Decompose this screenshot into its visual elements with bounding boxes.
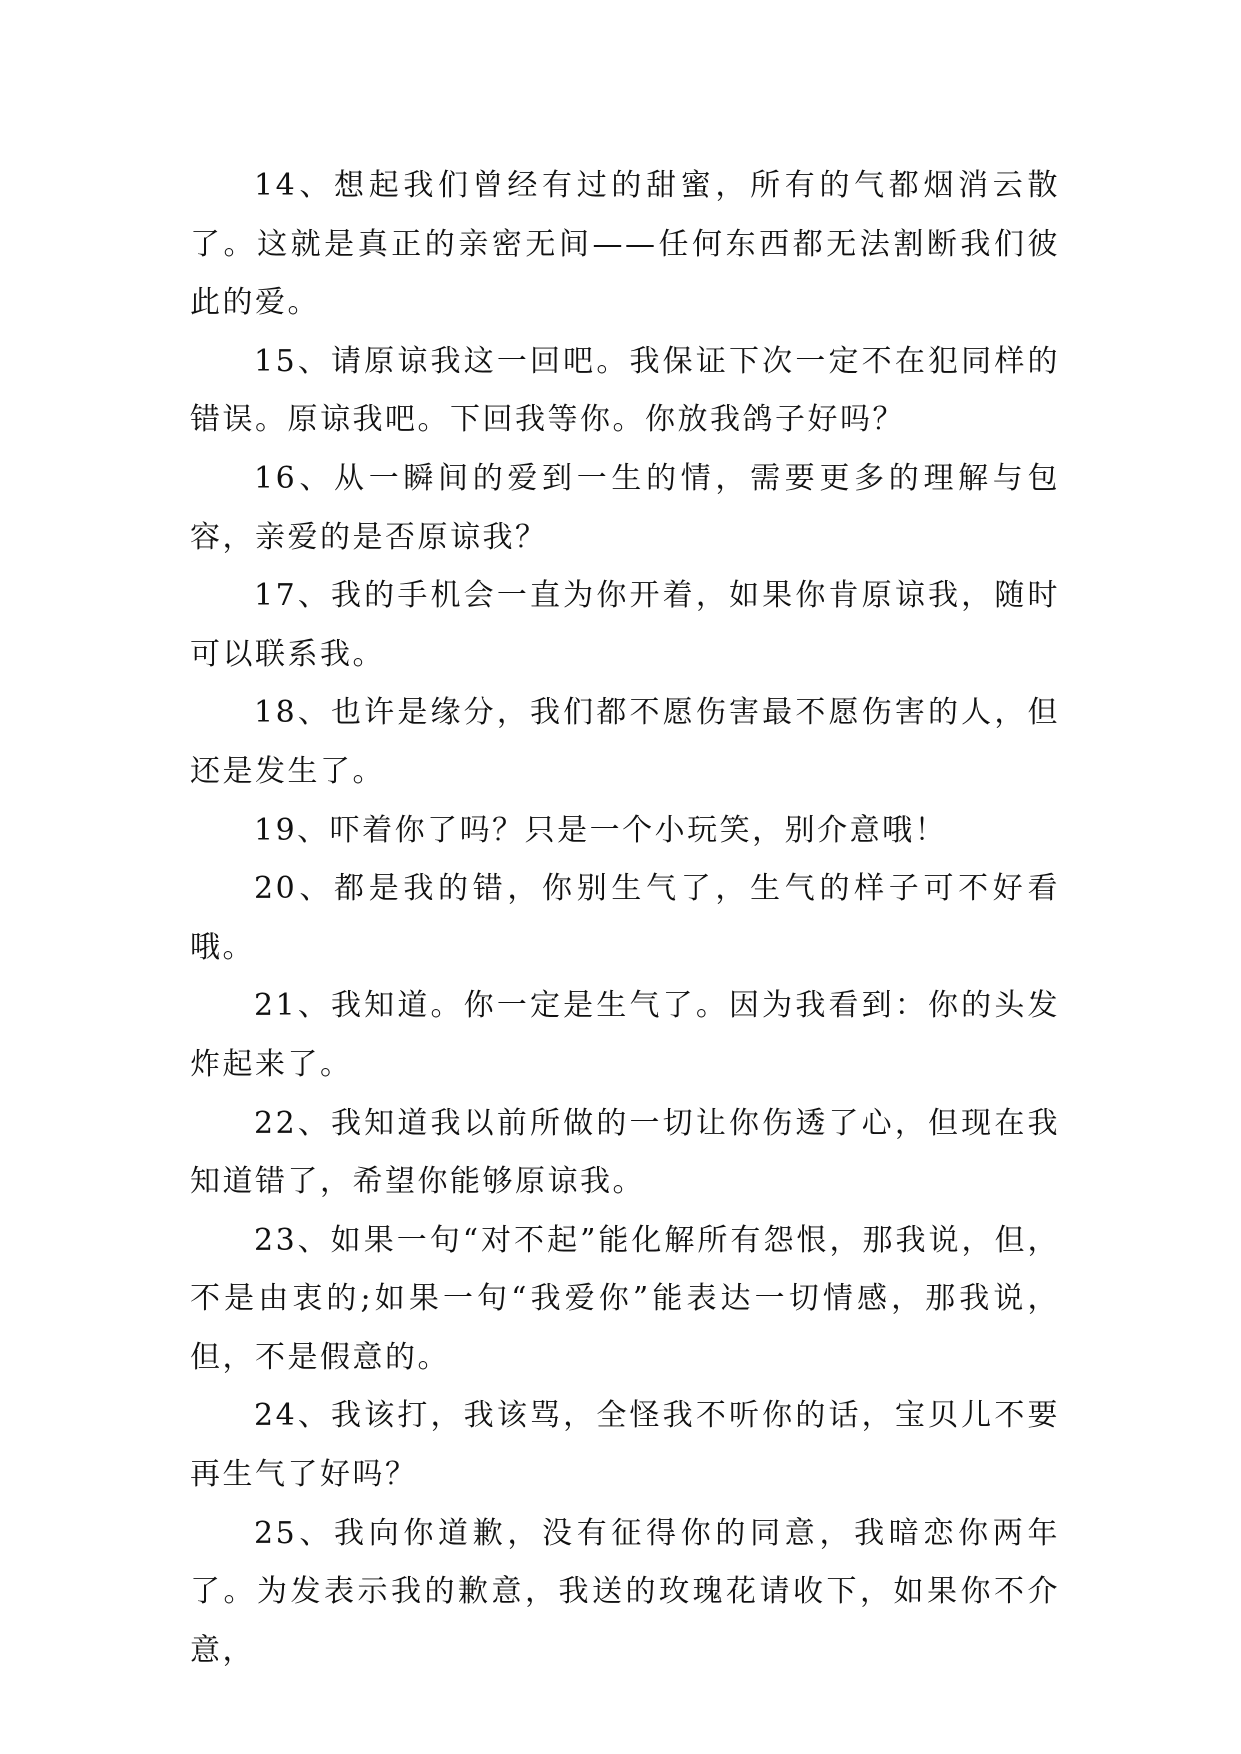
paragraph-21: 21、我知道。你一定是生气了。因为我看到：你的头发炸起来了。 xyxy=(190,988,1060,1082)
document-body xyxy=(190,157,1060,1680)
paragraph-22: 22、我知道我以前所做的一切让你伤透了心，但现在我知道错了，希望你能够原谅我。 xyxy=(190,1105,1060,1200)
paragraph-23: 23、如果一句“对不起”能化解所有怨恨，那我说，但，不是由衷的;如果一句“我爱你”能表达一切情感，那我说，但，不是假意的。 xyxy=(190,1222,1060,1375)
paragraph-14: 14、想起我们曾经有过的甜蜜，所有的气都烟消云散了。这就是真正的亲密无间——任何东西都无法割断我们彼此的爱。 xyxy=(190,168,1060,321)
paragraph-19: 19、吓着你了吗？只是一个小玩笑，别介意哦！ xyxy=(254,812,948,848)
paragraph-25: 25、我向你道歉，没有征得你的同意，我暗恋你两年了。为发表示我的歉意，我送的玫瑰花请收下，如果你不介意， xyxy=(190,1515,1060,1668)
paragraph-16: 16、从一瞬间的爱到一生的情，需要更多的理解与包容，亲爱的是否原谅我？ xyxy=(190,460,1060,555)
paragraph-24: 24、我该打，我该骂，全怪我不听你的话，宝贝儿不要再生气了好吗？ xyxy=(190,1398,1060,1493)
paragraph-20: 20、都是我的错，你别生气了，生气的样子可不好看哦。 xyxy=(190,871,1060,965)
paragraph-15: 15、请原谅我这一回吧。我保证下次一定不在犯同样的错误。原谅我吧。下回我等你。你放我鸽子好吗？ xyxy=(190,343,1060,438)
paragraph-17: 17、我的手机会一直为你开着，如果你肯原谅我，随时可以联系我。 xyxy=(190,578,1060,672)
paragraph-18: 18、也许是缘分，我们都不愿伤害最不愿伤害的人，但还是发生了。 xyxy=(190,695,1060,789)
